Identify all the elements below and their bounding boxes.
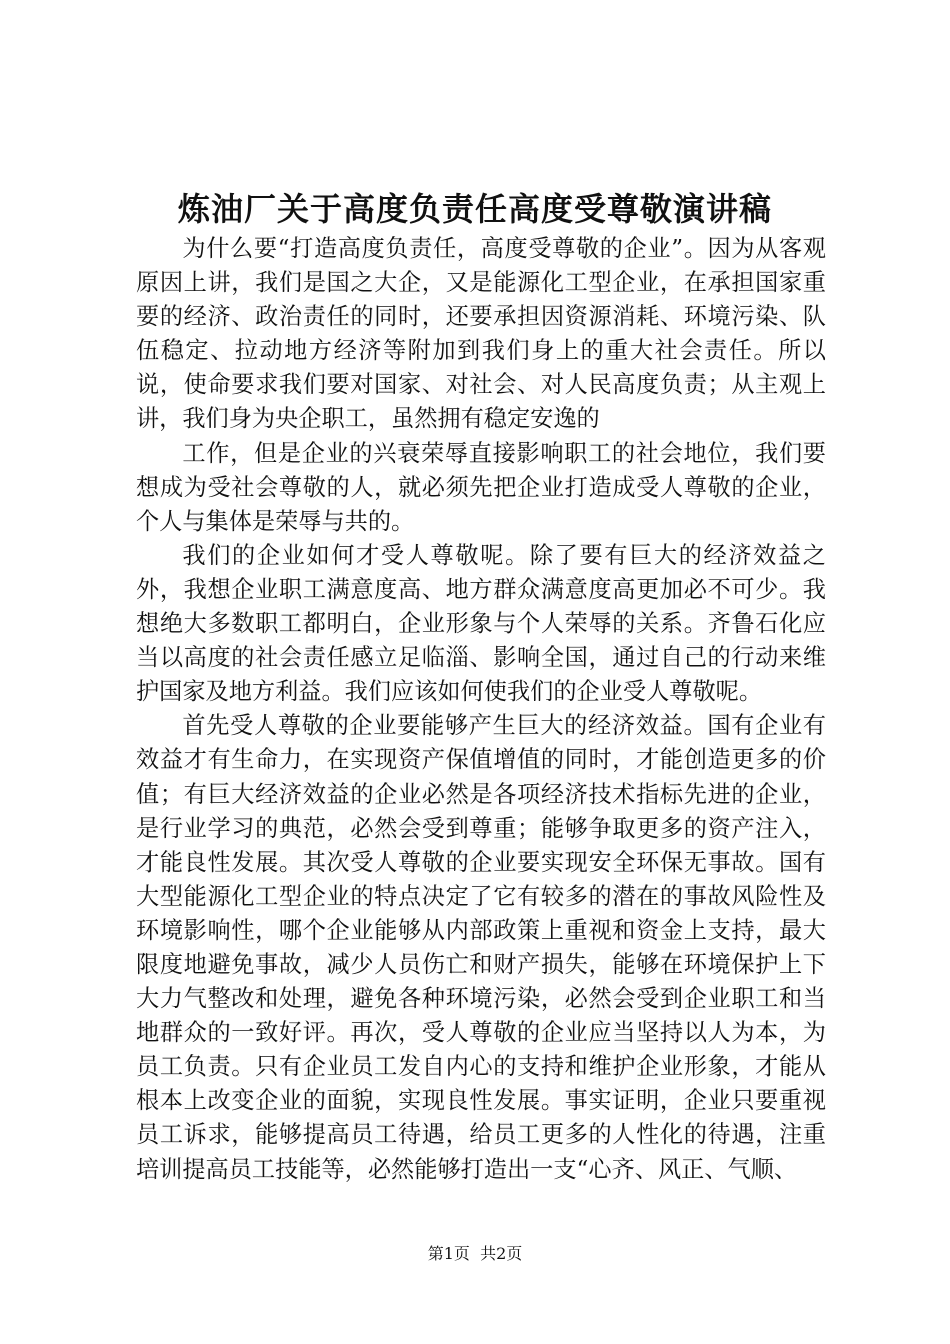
paragraph-2: 工作，但是企业的兴衰荣辱直接影响职工的社会地位，我们要想成为受社会尊敬的人，就必须先把企业打造成受人尊敬的企业，个人与集体是荣辱与共的。	[136, 439, 826, 535]
page-number: 第1页 共2页	[427, 1244, 523, 1263]
page-footer	[0, 1244, 950, 1264]
paragraph-1: 为什么要“打造高度负责任，高度受尊敬的企业”。因为从客观原因上讲，我们是国之大企，又是能源化工型企业，在承担国家重要的经济、政治责任的同时，还要承担因资源消耗、环境污染、队伍稳定、拉动地方经济等附加到我们身上的重大社会责任。所以说，使命要求我们要对国家、对社会、对人民高度负责；从主观上讲，我们身为央企职工，虽然拥有稳定安逸的	[136, 235, 826, 433]
paragraph-3: 我们的企业如何才受人尊敬呢。除了要有巨大的经济效益之外，我想企业职工满意度高、地方群众满意度高更加必不可少。我想绝大多数职工都明白，企业形象与个人荣辱的关系。齐鲁石化应当以高度的社会责任感立足临淄、影响全国，通过自己的行动来维护国家及地方利益。我们应该如何使我们的企业受人尊敬呢。	[136, 541, 826, 706]
document-body	[136, 232, 826, 1187]
document-title: 炼油厂关于高度负责任高度受尊敬演讲稿	[177, 190, 772, 228]
paragraph-4: 首先受人尊敬的企业要能够产生巨大的经济效益。国有企业有效益才有生命力，在实现资产保值增值的同时，才能创造更多的价值；有巨大经济效益的企业必然是各项经济技术指标先进的企业，是行业学习的典范，必然会受到尊重；能够争取更多的资产注入，才能良性发展。其次受人尊敬的企业要实现安全环保无事故。国有大型能源化工型企业的特点决定了它有较多的潜在的事故风险性及环境影响性，哪个企业能够从内部政策上重视和资金上支持，最大限度地避免事故，减少人员伤亡和财产损失，能够在环境保护上下大力气整改和处理，避免各种环境污染，必然会受到企业职工和当地群众的一致好评。再次，受人尊敬的企业应当坚持以人为本，为员工负责。只有企业员工发自内心的支持和维护企业形象，才能从根本上改变企业的面貌，实现良性发展。事实证明，企业只要重视员工诉求，能够提高员工待遇，给员工更多的人性化的待遇，注重培训提高员工技能等，必然能够打造出一支“心齐、风正、气顺、	[136, 712, 826, 1183]
